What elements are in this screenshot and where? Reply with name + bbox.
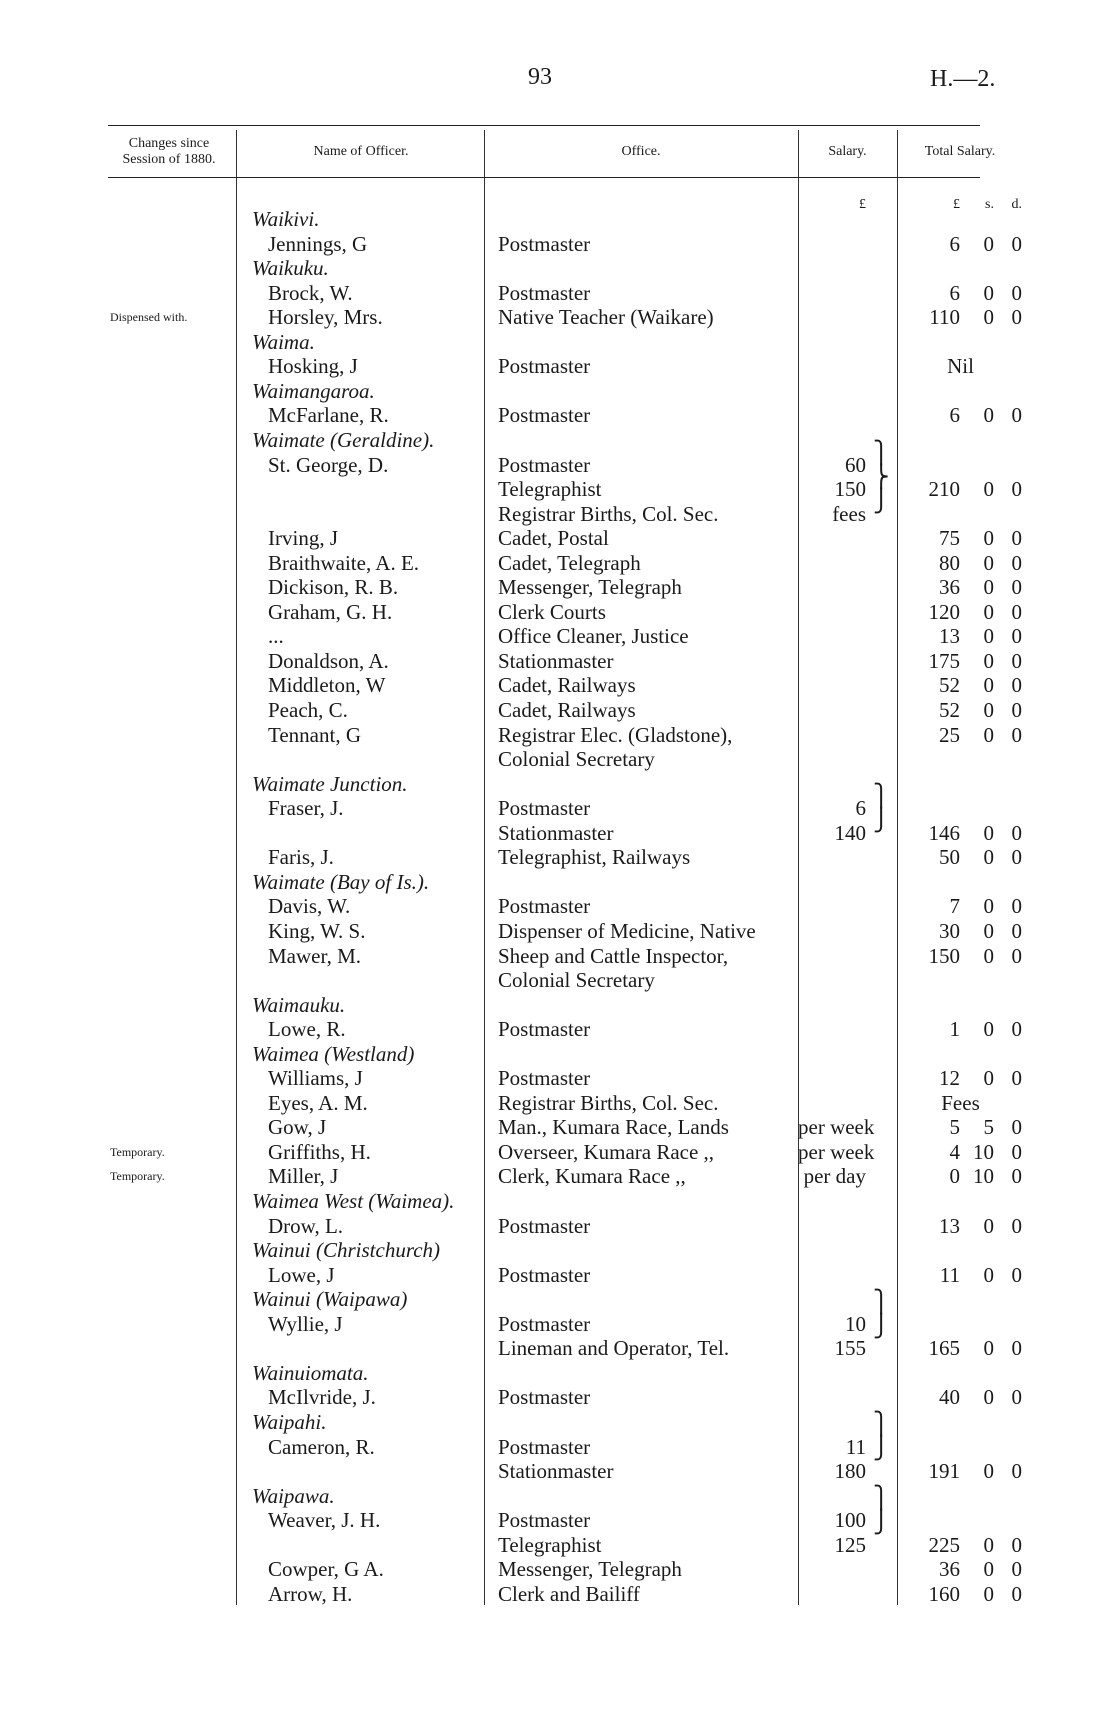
officer-name: Hosking, J (268, 354, 358, 379)
location-row (0, 993, 1114, 1017)
officer-name: King, W. S. (268, 918, 366, 943)
salary-value: per week (798, 1115, 875, 1140)
header-salary: Salary. (828, 144, 867, 159)
total-pounds: 146 (928, 820, 960, 845)
total-pence: 0 (1011, 1213, 1022, 1238)
office-title: Postmaster (498, 1434, 591, 1459)
total-shillings: 0 (983, 550, 994, 575)
officer-name: Miller, J (268, 1164, 339, 1189)
total-pounds: 75 (939, 526, 960, 551)
total-shillings: 0 (983, 943, 994, 968)
total-pounds: 165 (928, 1336, 960, 1361)
office-title: Telegraphist (498, 1532, 602, 1557)
salary-value: fees (832, 501, 866, 526)
total-pounds: 191 (928, 1459, 960, 1484)
officer-name: Lowe, R. (268, 1017, 346, 1042)
total-pence: 0 (1011, 1164, 1022, 1189)
total-pence: 0 (1011, 673, 1022, 698)
salary-unit: £ (859, 197, 866, 212)
location-name: Waikivi. (252, 207, 320, 231)
office-title: Stationmaster (498, 1459, 614, 1484)
location-row (0, 1238, 1114, 1262)
office-title: Cadet, Railways (498, 698, 636, 722)
brace: ⎫ (873, 440, 890, 465)
officer-name: Dickison, R. B. (268, 575, 399, 600)
total-pounds: 36 (939, 1557, 960, 1582)
total-pounds: 6 (949, 403, 960, 428)
table-row (0, 1459, 1114, 1483)
table-row (0, 502, 1114, 526)
brace: ⎭ (873, 488, 890, 513)
total-shillings: 0 (983, 722, 994, 747)
officer-name: Drow, L. (268, 1213, 344, 1238)
office-title: Postmaster (498, 1017, 591, 1042)
total-pence: 0 (1011, 894, 1022, 919)
total-pence: 0 (1011, 280, 1022, 305)
total-pence: 0 (1011, 722, 1022, 747)
office-title: Cadet, Telegraph (498, 550, 641, 575)
office-title: Sheep and Cattle Inspector, (498, 943, 729, 968)
total-pounds: 13 (939, 1213, 960, 1238)
total-text: Fees (941, 1090, 980, 1115)
location-row (0, 1410, 1114, 1434)
total-pounds: 52 (939, 673, 960, 698)
total-pence: 0 (1011, 305, 1022, 330)
table-row (0, 747, 1114, 771)
total-pounds: 1 (949, 1017, 960, 1042)
total-pounds: 4 (949, 1139, 960, 1164)
salary-value: 150 (834, 477, 866, 502)
table-row (0, 944, 1114, 968)
officer-name: Braithwaite, A. E. (268, 550, 420, 575)
salary-value: 60 (845, 452, 866, 477)
header-bottom-rule (108, 177, 980, 178)
location-name: Waimea West (Waimea). (252, 1189, 455, 1213)
total-pence: 0 (1011, 403, 1022, 428)
table-row (0, 1435, 1114, 1459)
officer-name: Arrow, H. (268, 1581, 353, 1606)
officer-name: ... (268, 624, 284, 649)
total-pounds: 210 (928, 477, 960, 502)
officer-name: Irving, J (268, 526, 338, 551)
total-shillings: 0 (983, 845, 994, 870)
total-pounds: 13 (939, 624, 960, 649)
table-row (0, 723, 1114, 747)
total-pounds: 5 (949, 1115, 960, 1140)
brace: ⎭ (873, 1435, 890, 1460)
officer-name: Williams, J (268, 1066, 363, 1091)
total-shillings: 0 (983, 575, 994, 600)
officer-name: Faris, J. (268, 845, 334, 870)
officer-name: Eyes, A. M. (268, 1090, 368, 1115)
office-title: Telegraphist, Railways (498, 845, 691, 870)
total-pounds: 110 (929, 305, 960, 330)
table-row (0, 1533, 1114, 1557)
office-title: Clerk Courts (498, 599, 606, 624)
office-title: Postmaster (498, 1385, 591, 1410)
brace: ⎭ (873, 1313, 890, 1338)
office-title: Postmaster (498, 1508, 591, 1533)
total-pence: 0 (1011, 477, 1022, 502)
total-shillings: 0 (983, 477, 994, 502)
total-shillings: 0 (983, 1557, 994, 1582)
office-title: Cadet, Railways (498, 673, 636, 698)
office-title: Stationmaster (498, 648, 614, 673)
total-shillings: 0 (983, 1385, 994, 1410)
table-row (0, 1017, 1114, 1041)
total-pence: 0 (1011, 231, 1022, 256)
location-row (0, 1042, 1114, 1066)
salary-value: per week (798, 1139, 875, 1164)
change-note: Dispensed with. (110, 310, 188, 325)
table-row (0, 1508, 1114, 1532)
brace: ⎫ (873, 1411, 890, 1436)
table-row (0, 526, 1114, 550)
header-total: Total Salary. (924, 144, 996, 159)
pounds-unit: £ (953, 197, 960, 212)
location-name: Wainui (Christchurch) (252, 1238, 441, 1263)
brace: ⎭ (873, 1509, 890, 1534)
officer-name: Cameron, R. (268, 1434, 375, 1459)
location-name: Wainuiomata. (252, 1360, 369, 1385)
officer-name: Jennings, G (268, 231, 368, 256)
officer-name: Brock, W. (268, 280, 353, 305)
salary-value: 180 (834, 1459, 866, 1484)
location-row (0, 207, 1114, 231)
officer-name: Wyllie, J (268, 1311, 343, 1336)
table-row (0, 624, 1114, 648)
office-title: Registrar Births, Col. Sec. (498, 501, 719, 526)
header-top-rule (108, 125, 980, 126)
office-title: Native Teacher (Waikare) (498, 305, 714, 330)
total-pence: 0 (1011, 820, 1022, 845)
change-note: Temporary. (110, 1169, 165, 1184)
location-name: Wainui (Waipawa) (252, 1287, 408, 1312)
officer-name: Mawer, M. (268, 943, 362, 968)
total-pence: 0 (1011, 1385, 1022, 1410)
total-shillings: 0 (983, 1459, 994, 1484)
office-title: Postmaster (498, 231, 591, 256)
brace: ⎫ (873, 783, 890, 808)
total-shillings: 10 (973, 1164, 994, 1189)
header-office: Office. (621, 144, 661, 159)
total-pounds: 12 (939, 1066, 960, 1091)
location-row (0, 379, 1114, 403)
office-title: Clerk, Kumara Race ,, (498, 1164, 686, 1189)
officer-name: Davis, W. (268, 894, 351, 919)
table-row (0, 1336, 1114, 1360)
table-row (0, 894, 1114, 918)
table-row (0, 1140, 1114, 1164)
table-row (0, 354, 1114, 378)
total-pounds: 36 (939, 575, 960, 600)
total-shillings: 0 (983, 698, 994, 722)
total-pence: 0 (1011, 599, 1022, 624)
office-title: Postmaster (498, 452, 591, 477)
location-row (0, 870, 1114, 894)
table-row (0, 551, 1114, 575)
table-row (0, 403, 1114, 427)
salary-value: per day (803, 1164, 866, 1189)
shillings-unit: s. (985, 197, 994, 212)
table-row (0, 1091, 1114, 1115)
salary-value: 6 (855, 796, 866, 821)
office-title: Office Cleaner, Justice (498, 624, 689, 649)
total-text: Nil (947, 354, 974, 379)
table-row (0, 281, 1114, 305)
total-pence: 0 (1011, 1336, 1022, 1361)
total-pounds: 225 (928, 1532, 960, 1557)
location-row (0, 772, 1114, 796)
page-reference: H.—2. (930, 66, 996, 92)
total-shillings: 0 (983, 648, 994, 673)
officer-name: Fraser, J. (268, 796, 344, 821)
total-shillings: 0 (983, 1066, 994, 1091)
table-row (0, 453, 1114, 477)
table-row (0, 1115, 1114, 1139)
office-title: Colonial Secretary (498, 968, 655, 993)
total-shillings: 0 (983, 526, 994, 551)
officer-name: Donaldson, A. (268, 648, 389, 673)
total-shillings: 0 (983, 894, 994, 919)
table-row (0, 1385, 1114, 1409)
total-pence: 0 (1011, 1532, 1022, 1557)
office-title: Registrar Elec. (Gladstone), (498, 722, 733, 747)
office-title: Postmaster (498, 894, 591, 919)
office-title: Dispenser of Medicine, Native (498, 918, 756, 943)
total-pounds: 50 (939, 845, 960, 870)
table-row (0, 477, 1114, 501)
location-row (0, 1287, 1114, 1311)
location-row (0, 256, 1114, 280)
office-title: Messenger, Telegraph (498, 575, 682, 600)
officer-name: Gow, J (268, 1115, 327, 1140)
location-name: Waikuku. (252, 256, 329, 281)
total-shillings: 0 (983, 673, 994, 698)
total-pounds: 175 (928, 648, 960, 673)
table-row (0, 1164, 1114, 1188)
officer-name: St. George, D. (268, 452, 389, 477)
total-pence: 0 (1011, 1459, 1022, 1484)
total-shillings: 0 (983, 599, 994, 624)
table-row (0, 1263, 1114, 1287)
officer-name: Lowe, J (268, 1262, 335, 1287)
total-pence: 0 (1011, 575, 1022, 600)
table-row (0, 649, 1114, 673)
total-pence: 0 (1011, 1066, 1022, 1091)
total-shillings: 0 (983, 305, 994, 330)
location-row (0, 1484, 1114, 1508)
total-shillings: 0 (983, 403, 994, 428)
office-title: Postmaster (498, 354, 591, 379)
location-name: Waimea (Westland) (252, 1041, 415, 1066)
total-shillings: 0 (983, 918, 994, 943)
office-title: Postmaster (498, 280, 591, 305)
total-shillings: 5 (983, 1115, 994, 1140)
table-row (0, 673, 1114, 697)
table-row (0, 1582, 1114, 1606)
total-pounds: 80 (939, 550, 960, 575)
table-row (0, 919, 1114, 943)
table-row (0, 575, 1114, 599)
total-pence: 0 (1011, 1017, 1022, 1042)
change-note: Temporary. (110, 1144, 165, 1159)
total-pence: 0 (1011, 943, 1022, 968)
office-title: Telegraphist (498, 477, 602, 502)
table-row (0, 1312, 1114, 1336)
total-shillings: 0 (983, 280, 994, 305)
office-title: Man., Kumara Race, Lands (498, 1115, 729, 1140)
officer-name: McIlvride, J. (268, 1385, 376, 1410)
total-shillings: 0 (983, 1262, 994, 1287)
total-shillings: 0 (983, 624, 994, 649)
office-title: Postmaster (498, 1311, 591, 1336)
total-pounds: 7 (949, 894, 960, 919)
total-pence: 0 (1011, 624, 1022, 649)
location-name: Waimate (Bay of Is.). (252, 869, 430, 894)
location-row (0, 330, 1114, 354)
total-pounds: 150 (928, 943, 960, 968)
total-pence: 0 (1011, 1139, 1022, 1164)
total-shillings: 0 (983, 820, 994, 845)
brace: ⎭ (873, 807, 890, 832)
header-changes: Changes since Session of 1880. (122, 136, 216, 167)
total-pence: 0 (1011, 845, 1022, 870)
location-name: Waima. (252, 329, 315, 354)
total-shillings: 0 (983, 1336, 994, 1361)
salary-value: 155 (834, 1336, 866, 1361)
officer-name: Tennant, G (268, 722, 362, 747)
brace: ⎫ (873, 1485, 890, 1510)
brace: ⎬ (873, 464, 890, 489)
total-pence: 0 (1011, 648, 1022, 673)
total-pence: 0 (1011, 1581, 1022, 1606)
total-shillings: 10 (973, 1139, 994, 1164)
location-name: Waimate (Geraldine). (252, 427, 435, 452)
officer-name: Cowper, G A. (268, 1557, 384, 1582)
total-pence: 0 (1011, 550, 1022, 575)
page-number: 93 (528, 64, 552, 90)
total-pence: 0 (1011, 1115, 1022, 1140)
header-name: Name of Officer. (313, 144, 409, 159)
office-title: Postmaster (498, 1066, 591, 1091)
location-name: Waimangaroa. (252, 378, 375, 403)
table-row (0, 845, 1114, 869)
office-title: Postmaster (498, 796, 591, 821)
table-row (0, 968, 1114, 992)
total-shillings: 0 (983, 231, 994, 256)
officer-name: Griffiths, H. (268, 1139, 371, 1164)
location-row (0, 1189, 1114, 1213)
total-pounds: 120 (928, 599, 960, 624)
location-name: Waimate Junction. (252, 771, 408, 796)
salary-value: 125 (834, 1532, 866, 1557)
salary-value: 140 (834, 820, 866, 845)
table-row (0, 305, 1114, 329)
total-pounds: 0 (949, 1164, 960, 1189)
total-pounds: 40 (939, 1385, 960, 1410)
table-row (0, 1557, 1114, 1581)
office-title: Lineman and Operator, Tel. (498, 1336, 730, 1361)
officer-name: Horsley, Mrs. (268, 305, 383, 330)
office-title: Postmaster (498, 1213, 591, 1238)
salary-value: 10 (845, 1311, 866, 1336)
total-pence: 0 (1011, 1557, 1022, 1582)
total-shillings: 0 (983, 1017, 994, 1042)
officer-name: Graham, G. H. (268, 599, 393, 624)
location-name: Waipahi. (252, 1409, 327, 1434)
office-title: Postmaster (498, 403, 591, 428)
total-pence: 0 (1011, 526, 1022, 551)
total-shillings: 0 (983, 1581, 994, 1606)
officer-name: Peach, C. (268, 698, 348, 722)
table-row (0, 600, 1114, 624)
total-pounds: 6 (949, 231, 960, 256)
table-row (0, 796, 1114, 820)
total-pounds: 25 (939, 722, 960, 747)
total-pounds: 6 (949, 280, 960, 305)
salary-value: 100 (834, 1508, 866, 1533)
salary-value: 11 (845, 1434, 866, 1459)
brace: ⎫ (873, 1289, 890, 1314)
total-pence: 0 (1011, 918, 1022, 943)
table-row (0, 1214, 1114, 1238)
office-title: Postmaster (498, 1262, 591, 1287)
total-pounds: 30 (939, 918, 960, 943)
location-row (0, 1361, 1114, 1385)
total-shillings: 0 (983, 1532, 994, 1557)
total-pence: 0 (1011, 698, 1022, 722)
total-pounds: 160 (928, 1581, 960, 1606)
location-name: Waipawa. (252, 1483, 335, 1508)
total-pounds: 11 (939, 1262, 960, 1287)
office-title: Cadet, Postal (498, 526, 609, 551)
pence-unit: d. (1011, 197, 1022, 212)
table-row (0, 232, 1114, 256)
officer-name: Middleton, W (268, 673, 386, 698)
table-row (0, 1066, 1114, 1090)
office-title: Colonial Secretary (498, 747, 655, 772)
office-title: Clerk and Bailiff (498, 1581, 640, 1606)
total-pounds: 52 (939, 698, 960, 722)
office-title: Registrar Births, Col. Sec. (498, 1090, 719, 1115)
total-shillings: 0 (983, 1213, 994, 1238)
table-row (0, 821, 1114, 845)
location-name: Waimauku. (252, 992, 346, 1017)
officer-name: McFarlane, R. (268, 403, 389, 428)
officer-name: Weaver, J. H. (268, 1508, 381, 1533)
total-pence: 0 (1011, 1262, 1022, 1287)
office-title: Overseer, Kumara Race ,, (498, 1139, 715, 1164)
table-row (0, 698, 1114, 722)
office-title: Messenger, Telegraph (498, 1557, 682, 1582)
location-row (0, 428, 1114, 452)
office-title: Stationmaster (498, 820, 614, 845)
